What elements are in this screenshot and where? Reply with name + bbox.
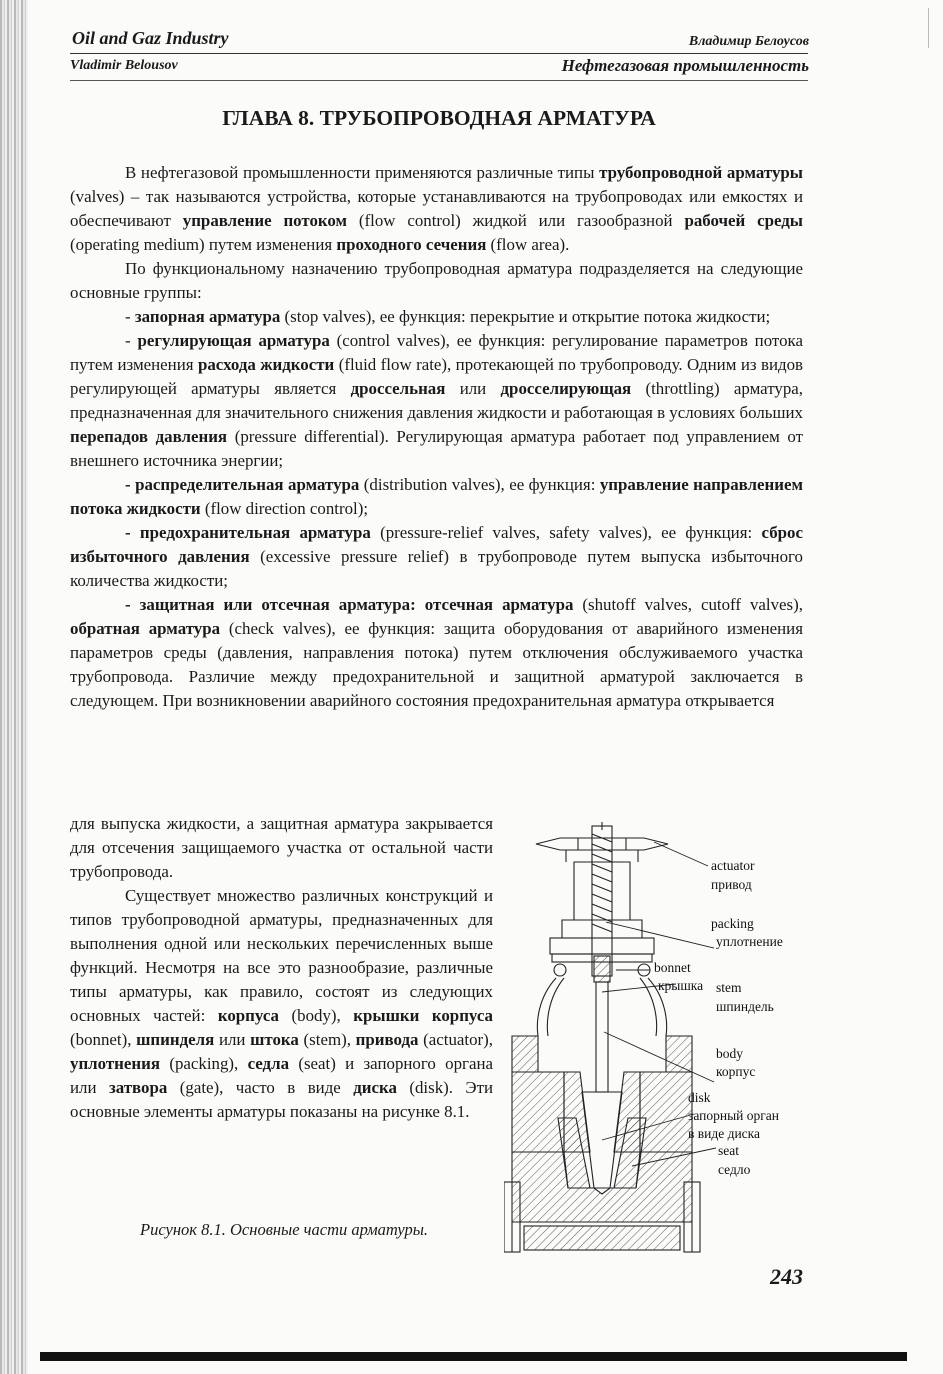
- label-bonnet-en: bonnet: [654, 960, 691, 975]
- parts-paragraph: [70, 884, 493, 1124]
- intro-paragraph: [70, 161, 803, 257]
- text-run: По функциональному назначению трубопроводная арматура подразделяется на следующие основные группы:: [70, 259, 803, 302]
- bold-term: отсечная арматура: [424, 595, 574, 614]
- text-run: (bonnet),: [70, 1030, 137, 1049]
- text-run: Существует множество различных конструкций и типов трубопроводной арматуры, предназначенных для выполнения одной или нескольких перечисленных выше функций. Несмотря на все это разнообразие, различные типы арматуры, как правило, состоят из следующих основных частей:: [70, 886, 493, 1025]
- text-run: (packing),: [160, 1054, 248, 1073]
- running-header-left-top: Oil and Gaz Industry: [72, 28, 229, 48]
- text-run: (control valves), ее функция: регулирование параметров потока путем изменения: [70, 331, 803, 374]
- text-run: (operating medium) путем изменения: [70, 235, 337, 254]
- bold-term: - защитная или отсечная арматура:: [125, 595, 416, 614]
- scan-edge-right: [928, 8, 933, 48]
- page-number: 243: [770, 1264, 803, 1289]
- gate-valve-diagram: [504, 822, 804, 1258]
- bold-term: трубопроводной арматуры: [599, 163, 803, 182]
- bold-term: уплотнения: [70, 1054, 161, 1073]
- text-run: (excessive pressure relief) в трубопроводе путем выпуска избыточного количества жидкости;: [70, 547, 803, 590]
- text-run: или: [214, 1030, 251, 1049]
- body-text-full: [70, 161, 803, 713]
- label-seat-ru: седло: [718, 1162, 751, 1177]
- text-run: (actuator),: [418, 1030, 493, 1049]
- bold-term: запорная арматура: [134, 307, 281, 326]
- bold-term: обратная арматура: [70, 619, 221, 638]
- bold-term: дросселирующая: [500, 379, 632, 398]
- label-disk-en: disk: [688, 1090, 711, 1105]
- text-run: (shutoff valves, cutoff valves),: [573, 595, 803, 614]
- bold-term: - предохранительная арматура: [125, 523, 371, 542]
- text-run: (pressure-relief valves, safety valves), ее функция:: [370, 523, 762, 542]
- bold-term: - распределительная арматура: [125, 475, 360, 494]
- text-run: [416, 595, 425, 614]
- text-run: (seat) и запорного органа или: [70, 1054, 493, 1097]
- bold-term: корпуса: [217, 1006, 279, 1025]
- text-run: -: [125, 307, 135, 326]
- text-run: (stop valves), ее функция: перекрытие и открытие потока жидкости;: [280, 307, 771, 326]
- text-run: (body),: [278, 1006, 354, 1025]
- text-run: В нефтегазовой промышленности применяются различные типы: [125, 163, 600, 182]
- bold-term: шпинделя: [136, 1030, 215, 1049]
- bold-term: крышки корпуса: [353, 1006, 493, 1025]
- chapter-title: ГЛАВА 8. ТРУБОПРОВОДНАЯ АРМАТУРА: [222, 106, 656, 130]
- bold-term: управление направлением потока жидкости: [70, 475, 803, 518]
- bold-term: сброс избыточного давления: [70, 523, 803, 566]
- text-run: (check valves), ее функция: защита оборудования от аварийного изменения параметров среды (давления, направления потока) путем отключения обслуживаемого участка трубопровода. Различие между предохранительной и защитной арматурой заключается в следующем. При возникновении аварийного состояния предохранительная арматура открывается: [70, 619, 803, 710]
- text-run: (flow direction control);: [200, 499, 369, 518]
- groups-intro-paragraph: [70, 257, 803, 305]
- bold-term: штока: [250, 1030, 299, 1049]
- label-stem-en: stem: [716, 980, 742, 995]
- scan-edge-bottom: [40, 1352, 907, 1361]
- valve-figure: [504, 822, 804, 1258]
- label-body-ru: корпус: [716, 1064, 756, 1079]
- text-run: (fluid flow rate), протекающей по трубопроводу. Одним из видов регулирующей арматуры является: [70, 355, 803, 398]
- bold-term: дроссельная: [350, 379, 446, 398]
- bold-term: проходного сечения: [336, 235, 487, 254]
- text-run: (throttling) арматура, предназначенная для значительного снижения давления жидкости и работающая в условиях больших: [70, 379, 803, 422]
- bold-term: затвора: [108, 1078, 168, 1097]
- label-bonnet-ru: крышка: [658, 978, 704, 993]
- bold-term: диска: [353, 1078, 397, 1097]
- bold-term: рабочей среды: [684, 211, 803, 230]
- label-disk-ru-2: в виде диска: [688, 1126, 761, 1141]
- text-run: (gate), часто в виде: [167, 1078, 354, 1097]
- text-run: (valves) – так называются устройства, которые устанавливаются на трубопроводах или емкостях и обеспечивают: [70, 187, 803, 230]
- bold-term: седла: [247, 1054, 290, 1073]
- label-stem-ru: шпиндель: [716, 999, 774, 1014]
- text-run: (stem),: [298, 1030, 356, 1049]
- label-actuator-en: actuator: [711, 858, 755, 873]
- running-header-right-top: Владимир Белоусов: [688, 34, 809, 49]
- label-packing-ru: уплотнение: [716, 934, 783, 949]
- list-item-stop-valves: [70, 305, 803, 329]
- text-run: для выпуска жидкости, а защитная арматура закрывается для отсечения защищаемого участка от остальной части трубопровода.: [70, 814, 493, 881]
- text-run: (flow control) жидкой или газообразной: [347, 211, 685, 230]
- bold-term: привода: [355, 1030, 419, 1049]
- text-run: (disk). Эти основные элементы арматуры показаны на рисунке 8.1.: [70, 1078, 493, 1121]
- list-item-continuation: [70, 812, 493, 884]
- label-packing-en: packing: [711, 916, 754, 931]
- list-item-shutoff-valves: [70, 593, 803, 713]
- figure-caption: Рисунок 8.1. Основные части арматуры.: [140, 1220, 429, 1239]
- body-text-narrow: [70, 812, 493, 1124]
- label-seat-en: seat: [718, 1143, 739, 1158]
- text-run: или: [445, 379, 501, 398]
- bold-term: перепадов давления: [70, 427, 228, 446]
- label-disk-ru-1: запорный орган: [688, 1108, 780, 1123]
- bold-term: управление потоком: [182, 211, 348, 230]
- list-item-control-valves: [70, 329, 803, 473]
- label-actuator-ru: привод: [711, 877, 752, 892]
- running-header-right-bottom: Нефтегазовая промышленность: [561, 56, 809, 75]
- text-run: (flow area).: [486, 235, 570, 254]
- running-header-left-bottom: Vladimir Belousov: [70, 58, 178, 73]
- list-item-relief-valves: [70, 521, 803, 593]
- text-run: -: [125, 331, 138, 350]
- bold-term: расхода жидкости: [197, 355, 335, 374]
- header-divider: [70, 53, 808, 54]
- text-run: (pressure differential). Регулирующая арматура работает под управлением от внешнего источника энергии;: [70, 427, 803, 470]
- bold-term: регулирующая арматура: [137, 331, 330, 350]
- scan-edge-left: [0, 0, 28, 1374]
- label-body-en: body: [716, 1046, 743, 1061]
- text-run: (distribution valves), ее функция:: [359, 475, 600, 494]
- header-divider-bottom: [70, 80, 808, 81]
- list-item-distribution-valves: [70, 473, 803, 521]
